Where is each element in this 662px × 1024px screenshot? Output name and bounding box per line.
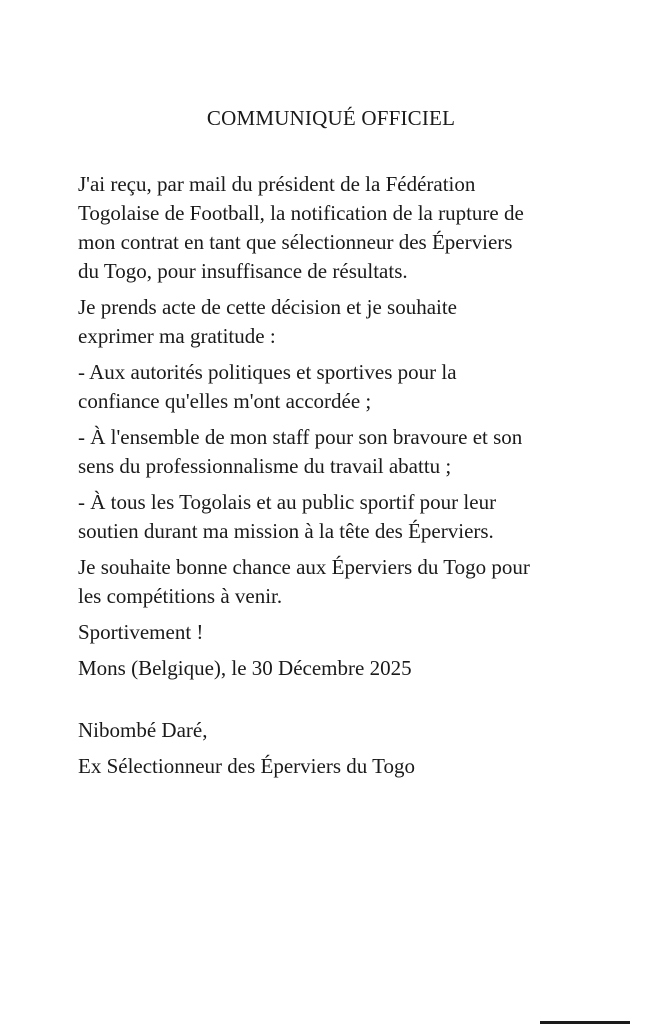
signature-block [78,716,638,781]
paragraph-thanks-authorities: - Aux autorités politiques et sportives pour la confiance qu'elles m'ont accordée ; [78,360,457,413]
paragraph-thanks-staff: - À l'ensemble de mon staff pour son bravoure et son sens du professionnalisme du travail abattu ; [78,425,523,478]
signature-role: Ex Sélectionneur des Éperviers du Togo [78,754,415,778]
paragraph-closing: Sportivement ! [78,620,204,644]
signature-name: Nibombé Daré, [78,718,208,742]
paragraph-thanks-public: - À tous les Togolais et au public sportif pour leur soutien durant ma mission à la tête des Éperviers. [78,490,497,543]
document-title: COMMUNIQUÉ OFFICIEL [206,106,456,130]
document-body [78,170,638,781]
paragraph-notification: J'ai reçu, par mail du président de la Fédération Togolaise de Football, la notification de la rupture de mon contrat en tant que sélectionneur des Éperviers du Togo, pour insuffisance de résultats. [78,172,524,283]
paragraph-good-luck: Je souhaite bonne chance aux Éperviers du Togo pour les compétitions à venir. [78,555,530,608]
paragraph-place-date: Mons (Belgique), le 30 Décembre 2025 [78,656,412,680]
paragraph-gratitude-intro: Je prends acte de cette décision et je souhaite exprimer ma gratitude : [78,295,458,348]
